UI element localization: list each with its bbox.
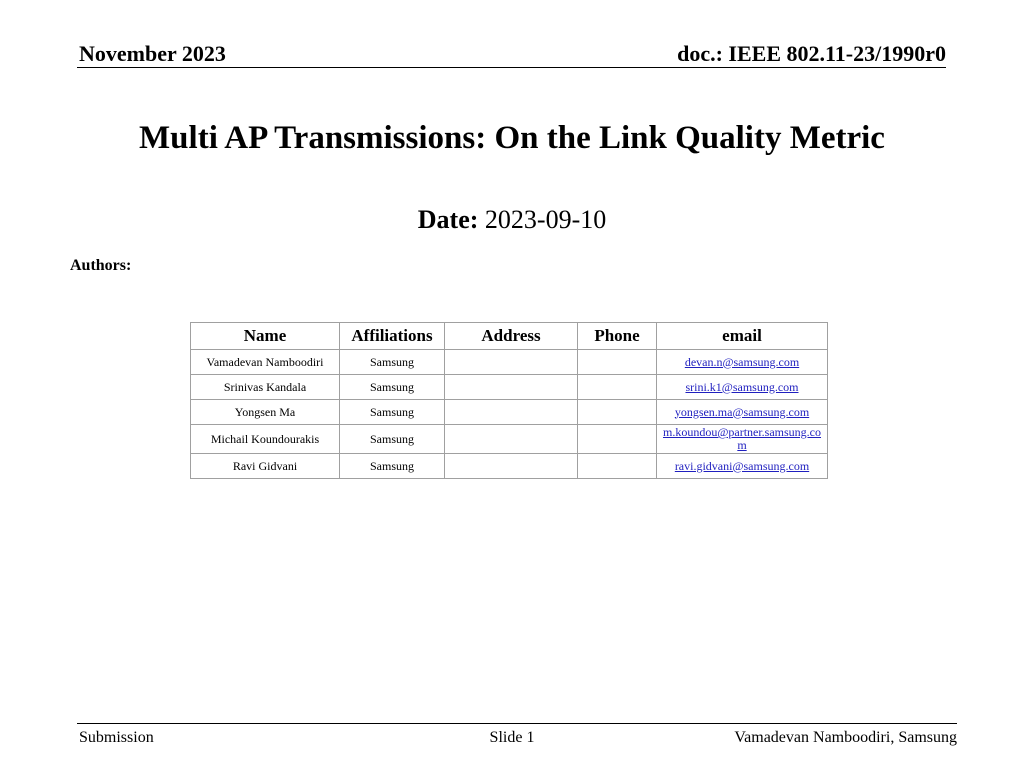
author-phone: [578, 375, 657, 400]
authors-table: [190, 322, 828, 479]
author-email-link[interactable]: devan.n@samsung.com: [684, 354, 800, 369]
author-affiliation: Samsung: [340, 425, 445, 454]
author-address: [445, 350, 578, 375]
date-line: [0, 204, 1024, 236]
column-header-address: Address: [445, 323, 578, 350]
column-header-phone: Phone: [578, 323, 657, 350]
author-affiliation: Samsung: [340, 350, 445, 375]
author-phone: [578, 350, 657, 375]
date-label: Date:: [417, 205, 479, 234]
header-divider: [77, 67, 946, 68]
footer-slide-number: Slide 1: [489, 729, 535, 746]
author-email-cell: [657, 454, 828, 479]
table-header-row: [191, 323, 828, 350]
table-row: [191, 350, 828, 375]
header-doc-id: doc.: IEEE 802.11-23/1990r0: [677, 41, 946, 66]
author-address: [445, 454, 578, 479]
author-name: Srinivas Kandala: [191, 375, 340, 400]
date-value: 2023-09-10: [484, 205, 607, 234]
table-row: [191, 375, 828, 400]
author-email-link[interactable]: yongsen.ma@samsung.com: [674, 404, 810, 419]
table-row: [191, 400, 828, 425]
header-date: November 2023: [79, 41, 226, 66]
table-row: [191, 425, 828, 454]
author-address: [445, 375, 578, 400]
author-address: [445, 400, 578, 425]
author-phone: [578, 425, 657, 454]
author-phone: [578, 454, 657, 479]
table-row: [191, 454, 828, 479]
author-email-cell: [657, 375, 828, 400]
author-phone: [578, 400, 657, 425]
column-header-name: Name: [191, 323, 340, 350]
author-email-link[interactable]: m.koundou@partner.samsung.com: [662, 425, 822, 452]
author-name: Yongsen Ma: [191, 400, 340, 425]
author-email-cell: [657, 400, 828, 425]
column-header-affiliations: Affiliations: [340, 323, 445, 350]
author-affiliation: Samsung: [340, 400, 445, 425]
authors-label: Authors:: [70, 257, 132, 274]
author-address: [445, 425, 578, 454]
author-email-cell: [657, 350, 828, 375]
author-email-cell: [657, 425, 828, 454]
author-name: Vamadevan Namboodiri: [191, 350, 340, 375]
slide-title: Multi AP Transmissions: On the Link Quality Metric: [139, 120, 885, 156]
author-name: Michail Koundourakis: [191, 425, 340, 454]
author-affiliation: Samsung: [340, 454, 445, 479]
footer-author: Vamadevan Namboodiri, Samsung: [734, 729, 957, 746]
author-affiliation: Samsung: [340, 375, 445, 400]
footer-divider: [77, 723, 957, 724]
author-email-link[interactable]: srini.k1@samsung.com: [685, 379, 799, 394]
author-email-link[interactable]: ravi.gidvani@samsung.com: [674, 458, 810, 473]
footer-submission: Submission: [79, 729, 154, 746]
column-header-email: email: [657, 323, 828, 350]
author-name: Ravi Gidvani: [191, 454, 340, 479]
